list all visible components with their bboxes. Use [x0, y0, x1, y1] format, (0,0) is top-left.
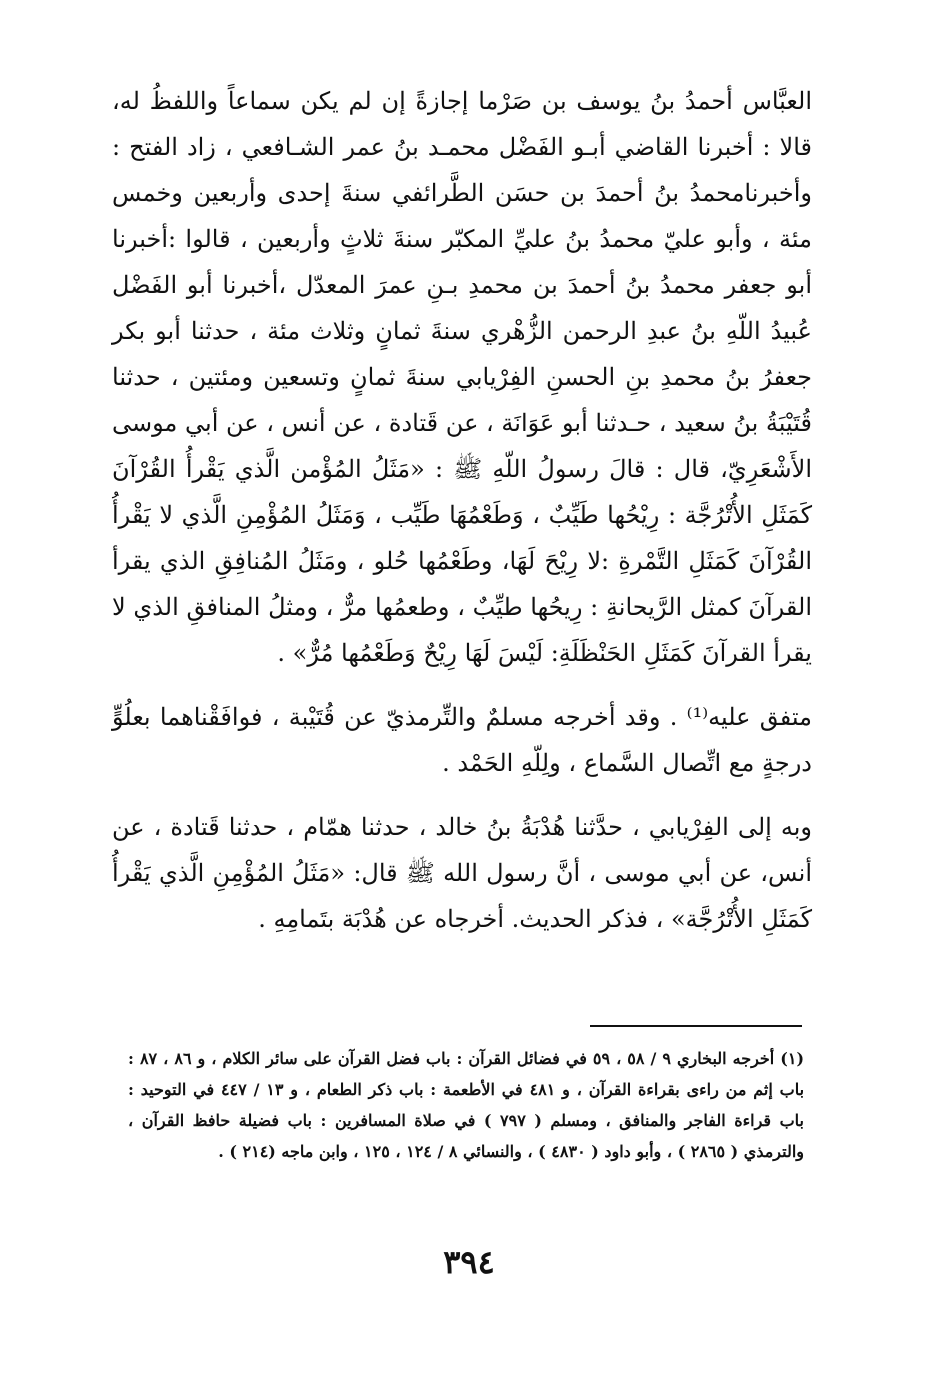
main-text [112, 78, 812, 942]
paragraph-second-chain: وبه إلى الفِرْيابي ، حدَّثنا هُدْبَةُ بنُ خالد ، حدثنا همّام ، حدثنا قَتادة ، عن أنس، عن أبي موسى ، أنَّ رسول الله ﷺ قال: «مَثَلُ المُؤْمِنِ الَّذي يَقْرأُ كَمَثَلِ الأُتْرُجَّة» ، فذكر الحديث. أخرجاه عن هُدْبَة بتَمامِهِ . [112, 813, 812, 933]
paragraph-takhrij: متفق عليه⁽¹⁾ . وقد أخرجه مسلمٌ والتِّرمذيّ عن قُتَيْبة ، فوافَقْناهما بعلُوٍّ درجةٍ مع اتِّصال السَّماع ، ولِلّهِ الحَمْد . [112, 703, 813, 777]
page-number: ٣٩٤ [443, 1243, 495, 1281]
footnote: (١) أخرجه البخاري ٩ / ٥٨ ، ٥٩ في فضائل القرآن : باب فضل القرآن على سائر الكلام ، و ٨٦ ، ٨٧ : باب إثم من راءى بقراءة القرآن ، و ٤٨١ في الأطعمة : باب ذكر الطعام ، و ١٣ / ٤٤٧ في التوحيد : باب قراءة الفاجر والمنافق ، ومسلم ( ٧٩٧ ) في صلاة المسافرين : باب فضيلة حافظ القرآن ، والترمذي ( ٢٨٦٥ ) ، وأبو داود ( ٤٨٣٠ ) ، والنسائي ٨ / ١٢٤ ، ١٢٥ ، وابن ماجه (٢١٤ ) . [128, 1049, 805, 1161]
footnote-separator [590, 1025, 802, 1027]
paragraph-isnad-hadith: العبَّاس أحمدُ بنُ يوسف بن صَرْما إجازةً إن لم يكن سماعاً واللفظُ له، قالا : أخبرنا القاضي أبـو الفَضْل محمـد بنُ عمر الشـافعي ، زاد الفتح : وأخبرنامحمدُ بنُ أحمدَ بن حسَن الطَّرائفي سنةَ إحدى وأربعين وخمس مئة ، وأبو عليّ محمدُ بنُ عليِّ المكبّر سنةَ ثلاثٍ وأربعين ، قالوا :أخبرنا أبو جعفر محمدُ بنُ أحمدَ بن محمدِ بـنِ عمرَ المعدّل ،أخبرنا أبو الفَضْل عُبيدُ اللّهِ بنُ عبدِ الرحمن الزُّهْري سنةَ ثمانٍ وثلاث مئة ، حدثنا أبو بكر جعفرُ بنُ محمدِ بنِ الحسنِ الفِرْيابي سنةَ ثمانٍ وتسعين ومئتين ، حدثنا قُتَيْبَةُ بنُ سعيد ، حـدثنا أبو عَوَانَة ، عن قَتادة ، عن أنس ، عن أبي موسى الأَشْعَرِيّ، قال : قالَ رسولُ اللّهِ ﷺ : «مَثَلُ المُؤْمن الَّذي يَقْرأُ القُرْآنَ كَمَثَلِ الأُتْرُجَّة : رِيْحُها طَيِّبٌ ، وَطَعْمُهَا طَيِّب ، وَمَثَلُ المُؤْمِنِ الَّذي لا يَقْرأُ القُرْآنَ كَمَثَلِ التَّمْرةِ :لا رِيْحَ لَهَا، وطَعْمُها حُلو ، ومَثَلُ المُنافِقِ الذي يقرأ القرآنَ كمثل الرَّيحانةِ : رِيحُها طيِّبٌ ، وطعمُها مرٌّ ، ومثلُ المنافقِ الذي لا يقرأ القرآنَ كَمَثَلِ الحَنْظَلَةِ: لَيْسَ لَهَا رِيْحٌ وَطَعْمُها مُرٌّ» . [112, 87, 813, 667]
